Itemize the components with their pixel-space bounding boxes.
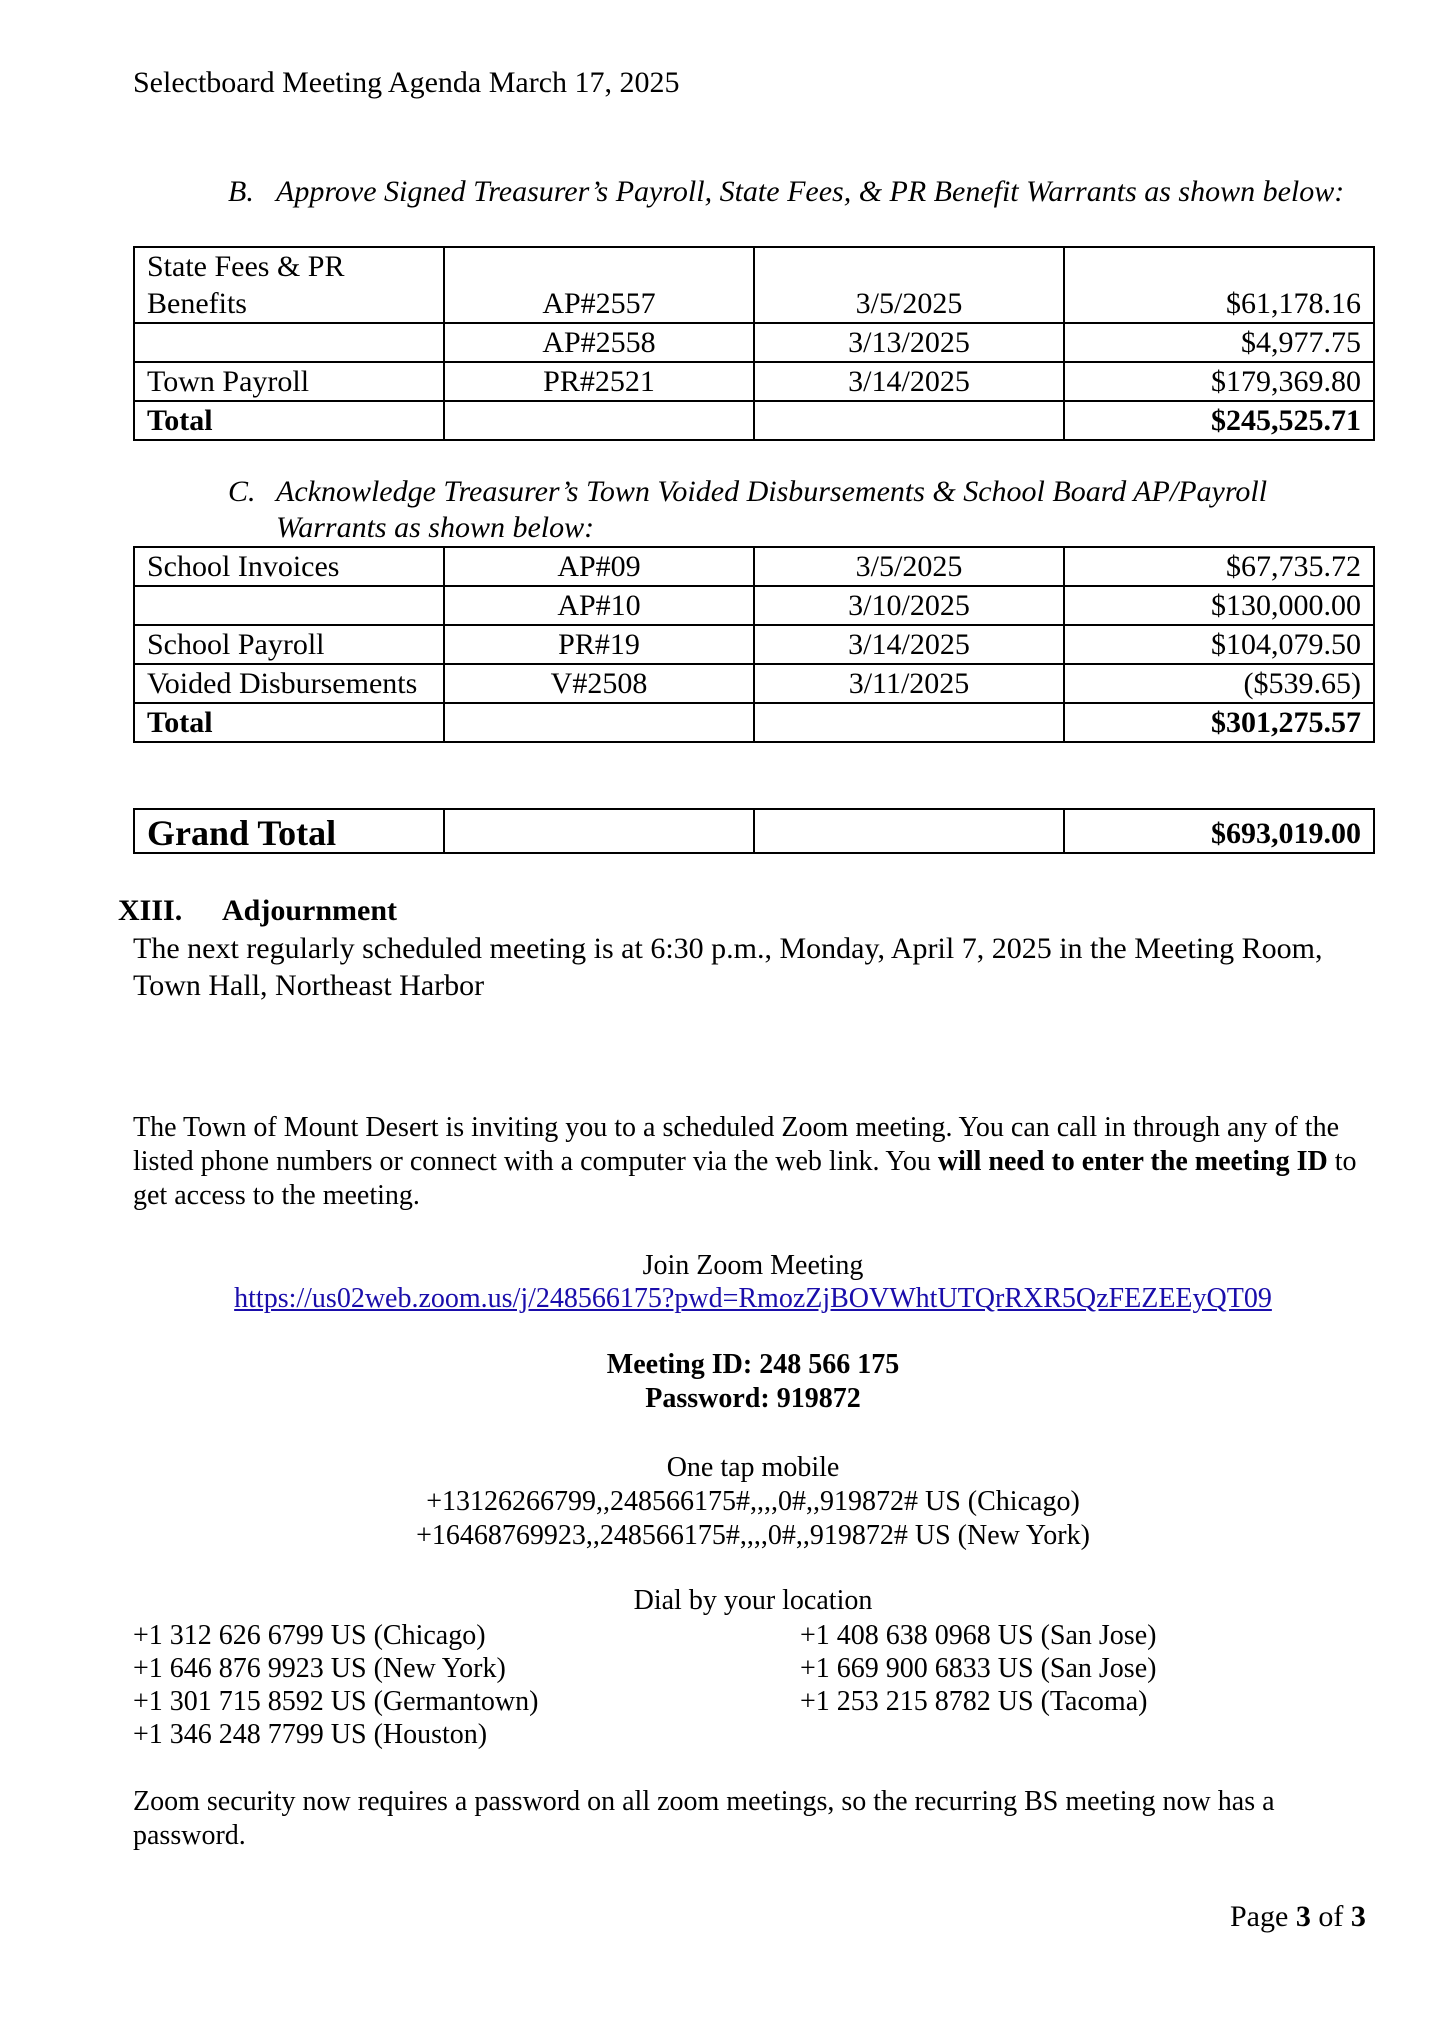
join-zoom-label: Join Zoom Meeting — [642, 1250, 864, 1281]
row-warrant: AP#2557 — [444, 247, 754, 323]
zoom-intro-part: The Town of Mount Desert is inviting you to a scheduled Zoom meeting. You can call in through any of the listed phone numbers or connect with a computer via the web link. You — [133, 1112, 1339, 1177]
row-label — [134, 586, 444, 625]
row-date: 3/10/2025 — [754, 586, 1064, 625]
row-warrant: AP#10 — [444, 586, 754, 625]
dial-number: +1 646 876 9923 US (New York) — [133, 1653, 506, 1684]
section-c-heading — [228, 474, 1378, 546]
row-amount: $179,369.80 — [1064, 362, 1374, 401]
page-total: 3 — [1350, 1900, 1366, 1933]
table-row — [134, 362, 1374, 401]
zoom-meeting-link[interactable]: https://us02web.zoom.us/j/248566175?pwd=RmozZjBOVWhtUTQrRXR5QzFEZEEyQT09 — [234, 1283, 1272, 1314]
table-row — [134, 323, 1374, 362]
dial-by-location-label: Dial by your location — [633, 1585, 873, 1616]
adjournment-title: Adjournment — [222, 894, 398, 927]
section-b-heading — [228, 174, 1378, 246]
total-amount: $245,525.71 — [1064, 401, 1374, 440]
row-amount: $67,735.72 — [1064, 547, 1374, 586]
row-label: Voided Disbursements — [134, 664, 444, 703]
row-label — [134, 323, 444, 362]
zoom-intro-bold: will need to enter the meeting ID — [937, 1146, 1328, 1177]
row-label: School Invoices — [134, 547, 444, 586]
row-amount: $61,178.16 — [1064, 247, 1374, 323]
dial-number: +1 301 715 8592 US (Germantown) — [133, 1686, 539, 1717]
one-tap-mobile — [0, 1451, 1456, 1553]
zoom-intro-part: to get access to the meeting. — [133, 1146, 1357, 1211]
section-b-heading-text: Approve Signed Treasurer’s Payroll, State Fees, & PR Benefit Warrants as shown below: — [276, 175, 1345, 208]
page-number — [1230, 1900, 1366, 1934]
grand-total-row — [134, 809, 1374, 853]
row-date: 3/5/2025 — [754, 547, 1064, 586]
adjournment-number: XIII. — [118, 894, 183, 927]
row-warrant: V#2508 — [444, 664, 754, 703]
row-date: 3/13/2025 — [754, 323, 1064, 362]
row-amount: ($539.65) — [1064, 664, 1374, 703]
total-amount: $301,275.57 — [1064, 703, 1374, 742]
total-row — [134, 703, 1374, 742]
one-tap-label: One tap mobile — [666, 1452, 840, 1483]
total-label: Total — [134, 401, 444, 440]
row-label: Town Payroll — [134, 362, 444, 401]
grand-total-amount: $693,019.00 — [1064, 809, 1374, 853]
dial-list-right — [800, 1619, 1156, 1718]
table-row — [134, 625, 1374, 664]
table-row — [134, 664, 1374, 703]
row-warrant: AP#09 — [444, 547, 754, 586]
row-label: School Payroll — [134, 625, 444, 664]
grand-total-label: Grand Total — [134, 809, 444, 853]
one-tap-number: +16468769923,,248566175#,,,,0#,,919872# US (New York) — [416, 1520, 1090, 1551]
adjournment-text: The next regularly scheduled meeting is at 6:30 p.m., Monday, April 7, 2025 in the Meeting Room, Town Hall, Northeast Harbor — [133, 932, 1323, 1002]
row-amount: $104,079.50 — [1064, 625, 1374, 664]
page-middle: of — [1310, 1900, 1351, 1933]
section-c-table — [133, 546, 1375, 743]
row-warrant: PR#19 — [444, 625, 754, 664]
page-header-title: Selectboard Meeting Agenda March 17, 2025 — [133, 66, 680, 99]
table-row — [134, 547, 1374, 586]
page-prefix: Page — [1230, 1900, 1296, 1933]
dial-list-left — [133, 1619, 538, 1751]
row-date: 3/14/2025 — [754, 362, 1064, 401]
grand-total-table — [133, 808, 1375, 854]
section-c-letter: C. — [228, 475, 256, 508]
dial-number: +1 408 638 0968 US (San Jose) — [800, 1620, 1157, 1651]
row-date: 3/11/2025 — [754, 664, 1064, 703]
page-current: 3 — [1295, 1900, 1311, 1933]
row-date: 3/14/2025 — [754, 625, 1064, 664]
dial-number: +1 253 215 8782 US (Tacoma) — [800, 1686, 1148, 1717]
row-amount: $130,000.00 — [1064, 586, 1374, 625]
total-label: Total — [134, 703, 444, 742]
row-amount: $4,977.75 — [1064, 323, 1374, 362]
meeting-id: Meeting ID: 248 566 175 — [606, 1349, 900, 1380]
one-tap-number: +13126266799,,248566175#,,,,0#,,919872# US (Chicago) — [426, 1486, 1080, 1517]
dial-number: +1 669 900 6833 US (San Jose) — [800, 1653, 1157, 1684]
row-warrant: PR#2521 — [444, 362, 754, 401]
row-label: State Fees & PR Benefits — [134, 247, 444, 323]
section-b-letter: B. — [228, 175, 254, 208]
table-row — [134, 247, 1374, 323]
meeting-password: Password: 919872 — [645, 1383, 861, 1414]
section-c-heading-text: Acknowledge Treasurer’s Town Voided Disbursements & School Board AP/Payroll Warrants as shown below: — [276, 475, 1268, 544]
row-warrant: AP#2558 — [444, 323, 754, 362]
total-row — [134, 401, 1374, 440]
row-date: 3/5/2025 — [754, 247, 1064, 323]
dial-number: +1 346 248 7799 US (Houston) — [133, 1719, 488, 1750]
zoom-intro — [133, 1111, 1373, 1213]
table-row — [134, 586, 1374, 625]
dial-number: +1 312 626 6799 US (Chicago) — [133, 1620, 486, 1651]
meeting-credentials — [0, 1348, 1456, 1416]
section-b-table — [133, 246, 1375, 441]
zoom-security-note: Zoom security now requires a password on all zoom meetings, so the recurring BS meeting now has a password. — [133, 1786, 1275, 1851]
